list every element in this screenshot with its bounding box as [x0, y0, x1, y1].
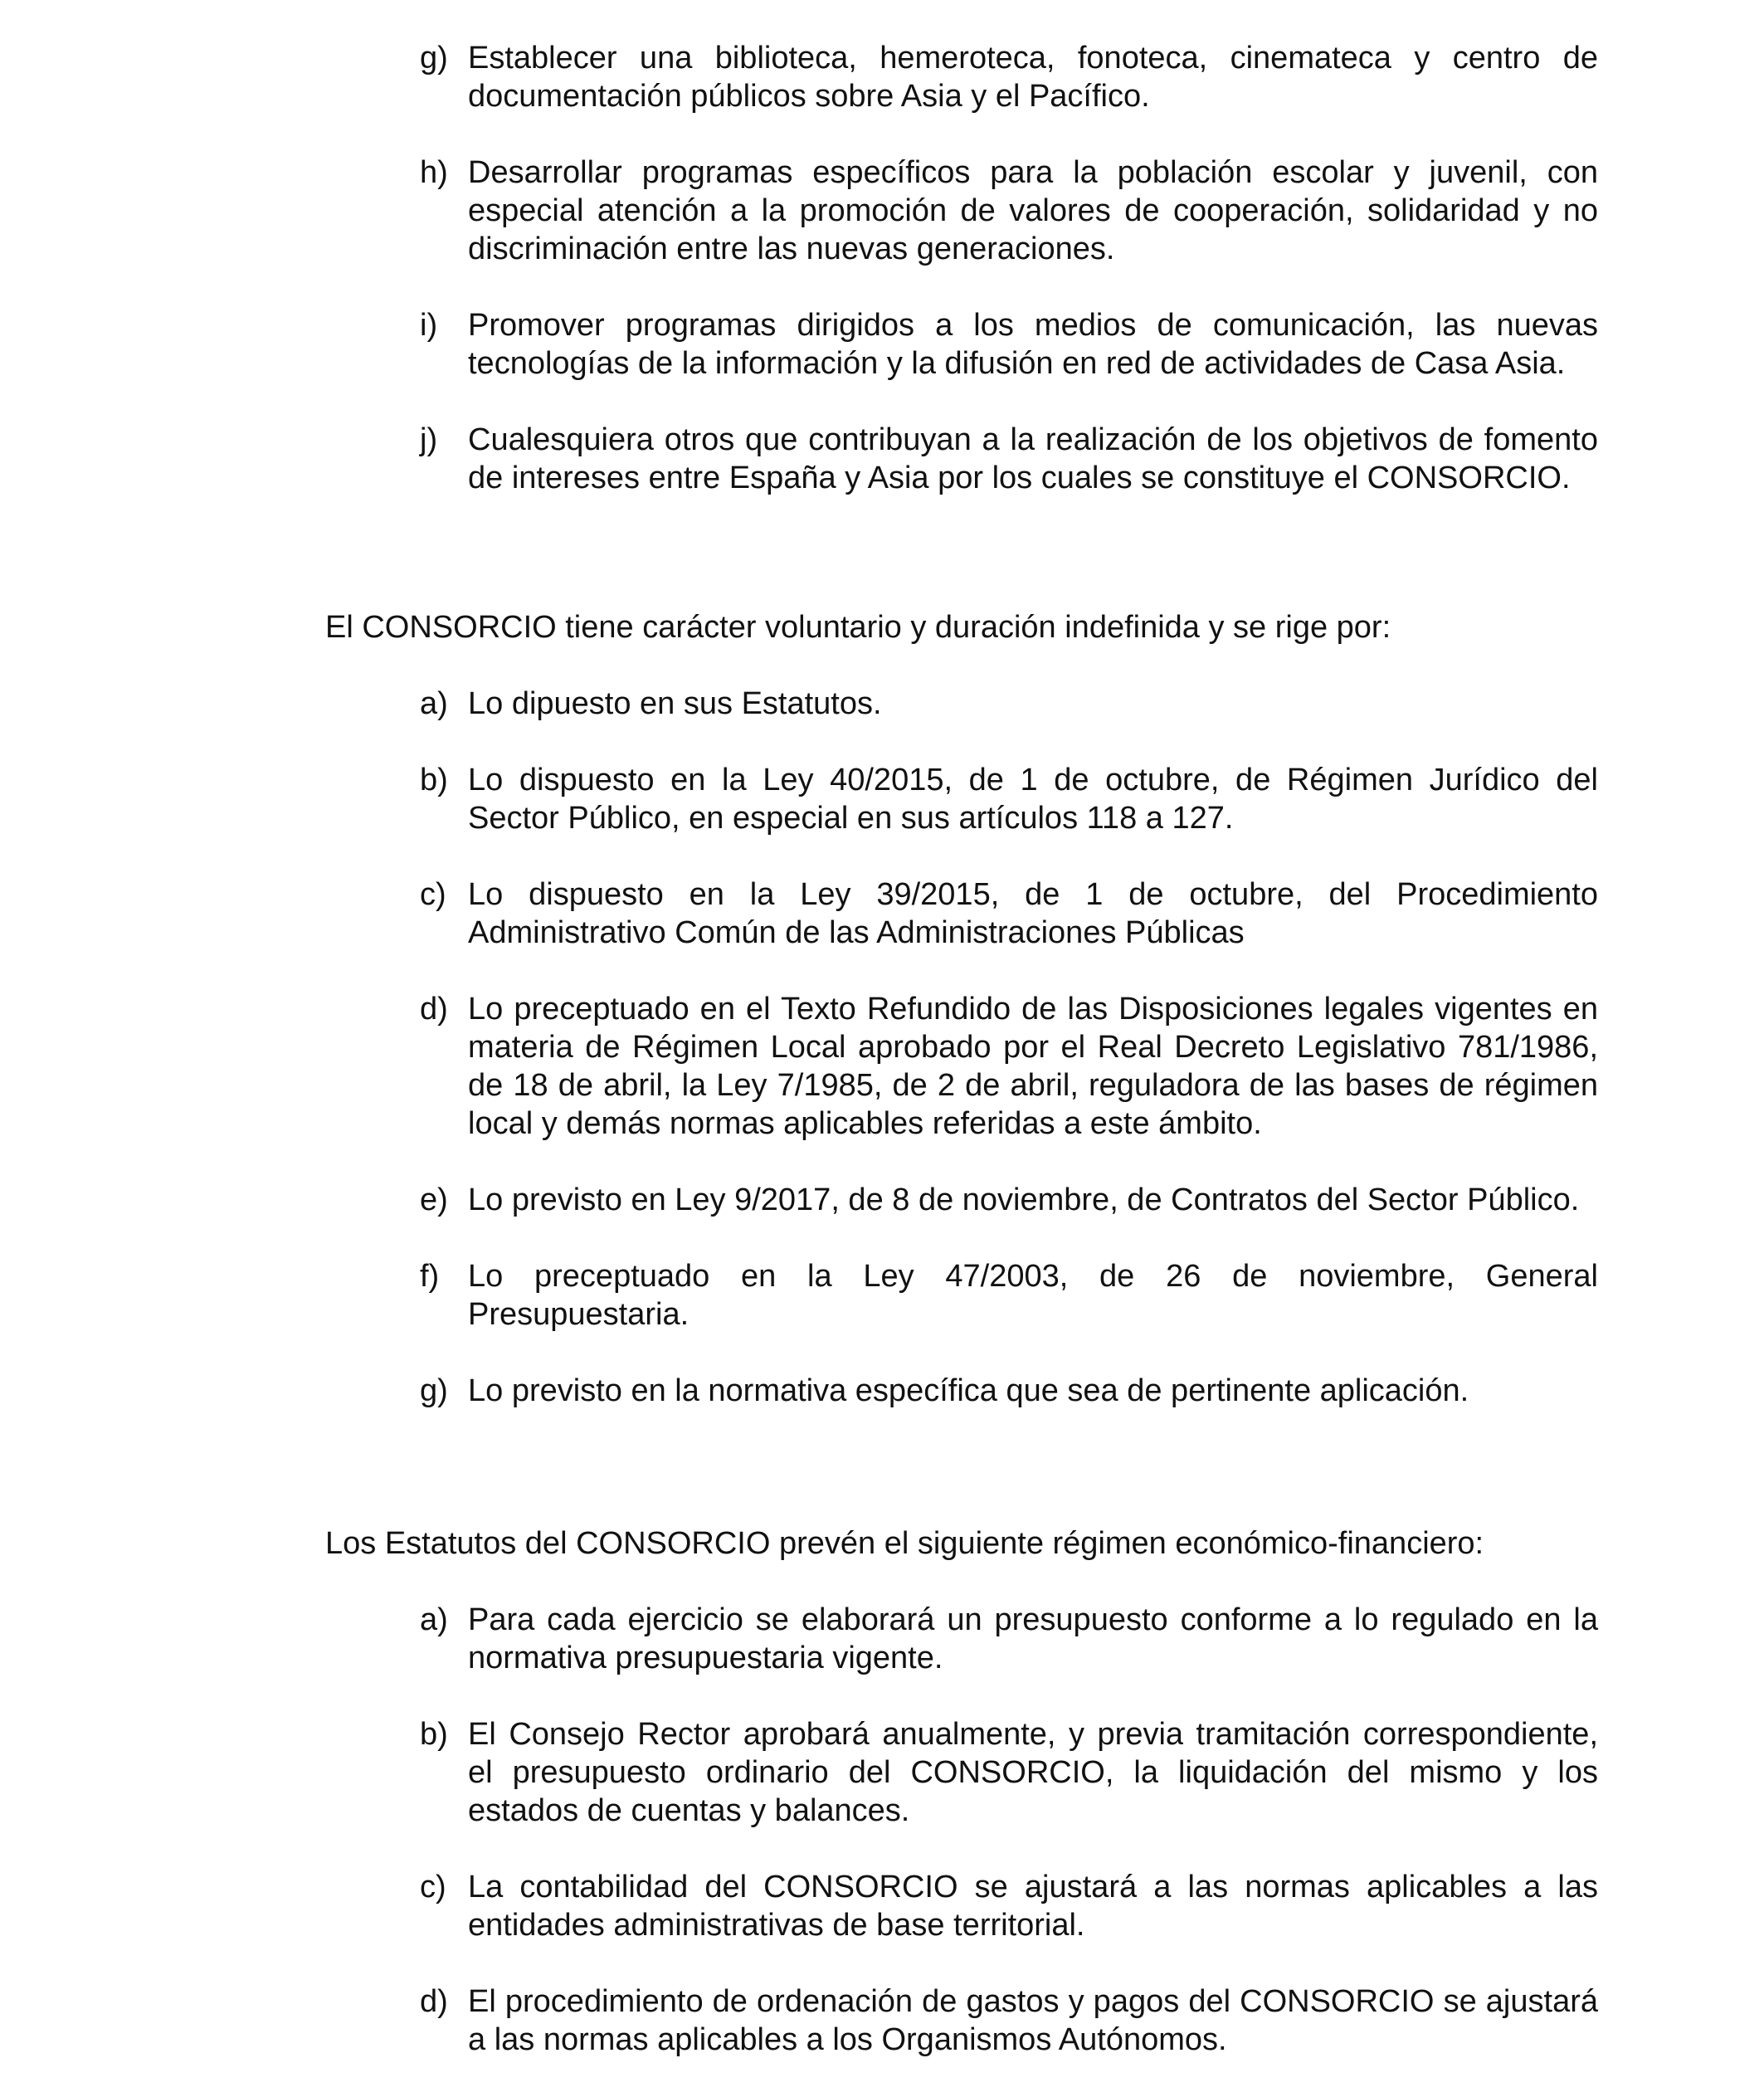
item-text: Lo previsto en Ley 9/2017, de 8 de noviembre, de Contratos del Sector Público.	[468, 1183, 1580, 1217]
item-text: Promover programas dirigidos a los medios de comunicación, las nuevas tecnologías de la información y la difusión en red de actividades de Casa Asia.	[468, 308, 1598, 381]
legal-regime-intro: El CONSORCIO tiene carácter voluntario y duración indefinida y se rige por:	[325, 610, 1391, 645]
item-text: Desarrollar programas específicos para la población escolar y juvenil, con especial atención a la promoción de valores de cooperación, solidaridad y no discriminación entre las nuevas generaciones.	[468, 155, 1598, 266]
item-marker: f)	[420, 1259, 440, 1294]
list-item	[420, 761, 1598, 837]
item-text: Establecer una biblioteca, hemeroteca, fonoteca, cinemateca y centro de documentación públicos sobre Asia y el Pacífico.	[468, 41, 1598, 114]
item-marker: h)	[420, 155, 448, 190]
list-item	[420, 154, 1598, 268]
item-text: Lo dispuesto en la Ley 39/2015, de 1 de octubre, del Procedimiento Administrativo Común de las Administraciones Públicas	[468, 877, 1598, 950]
list-item	[420, 990, 1598, 1143]
item-text: La contabilidad del CONSORCIO se ajustará a las normas aplicables a las entidades administrativas de base territorial.	[468, 1870, 1598, 1943]
item-marker: c)	[420, 1870, 446, 1904]
item-marker: d)	[420, 1984, 448, 2019]
item-marker: b)	[420, 1717, 448, 1752]
item-marker: e)	[420, 1183, 448, 1217]
list-item	[420, 875, 1598, 952]
item-marker: b)	[420, 763, 448, 797]
list-item	[420, 1257, 1598, 1334]
list-item	[420, 421, 1598, 497]
list-item	[420, 1982, 1598, 2059]
legal-regime-list	[420, 685, 1598, 1448]
list-item	[420, 1372, 1598, 1410]
item-text: El procedimiento de ordenación de gastos y pagos del CONSORCIO se ajustará a las normas aplicables a los Organismos Autónomos.	[468, 1984, 1598, 2057]
item-text: Lo previsto en la normativa específica que sea de pertinente aplicación.	[468, 1373, 1469, 1408]
item-text: Lo preceptuado en el Texto Refundido de las Disposiciones legales vigentes en materia de Régimen Local aprobado por el Real Decreto Legislativo 781/1986, de 18 de abril, la Ley 7/1985, de 2 de abril, reguladora de las bases de régimen local y demás normas aplicables referidas a este ámbito.	[468, 992, 1598, 1141]
item-text: Lo dipuesto en sus Estatutos.	[468, 686, 882, 721]
item-marker: c)	[420, 877, 446, 912]
list-item	[420, 306, 1598, 383]
item-marker: j)	[420, 422, 438, 457]
list-item	[420, 685, 1598, 723]
item-text: Cualesquiera otros que contribuyan a la realización de los objetivos de fomento de intereses entre España y Asia por los cuales se constituye el CONSORCIO.	[468, 422, 1598, 495]
list-item	[420, 1601, 1598, 1677]
item-text: Lo preceptuado en la Ley 47/2003, de 26 de noviembre, General Presupuestaria.	[468, 1259, 1598, 1332]
item-marker: i)	[420, 308, 438, 343]
item-marker: a)	[420, 686, 448, 721]
item-text: El Consejo Rector aprobará anualmente, y previa tramitación correspondiente, el presupuesto ordinario del CONSORCIO, la liquidación del mismo y los estados de cuentas y balances.	[468, 1717, 1598, 1828]
list-item	[420, 1868, 1598, 1944]
item-text: Para cada ejercicio se elaborará un presupuesto conforme a lo regulado en la normativa presupuestaria vigente.	[468, 1602, 1598, 1675]
financial-regime-intro: Los Estatutos del CONSORCIO prevén el siguiente régimen económico-financiero:	[325, 1526, 1484, 1561]
item-marker: g)	[420, 41, 448, 76]
item-marker: g)	[420, 1373, 448, 1408]
activities-list	[420, 39, 1598, 535]
list-item	[420, 1715, 1598, 1830]
list-item	[420, 1181, 1598, 1219]
list-item	[420, 39, 1598, 115]
item-marker: d)	[420, 992, 448, 1027]
financial-regime-list	[420, 1601, 1598, 2097]
item-text: Lo dispuesto en la Ley 40/2015, de 1 de octubre, de Régimen Jurídico del Sector Público, en especial en sus artículos 118 a 127.	[468, 763, 1598, 836]
item-marker: a)	[420, 1602, 448, 1637]
